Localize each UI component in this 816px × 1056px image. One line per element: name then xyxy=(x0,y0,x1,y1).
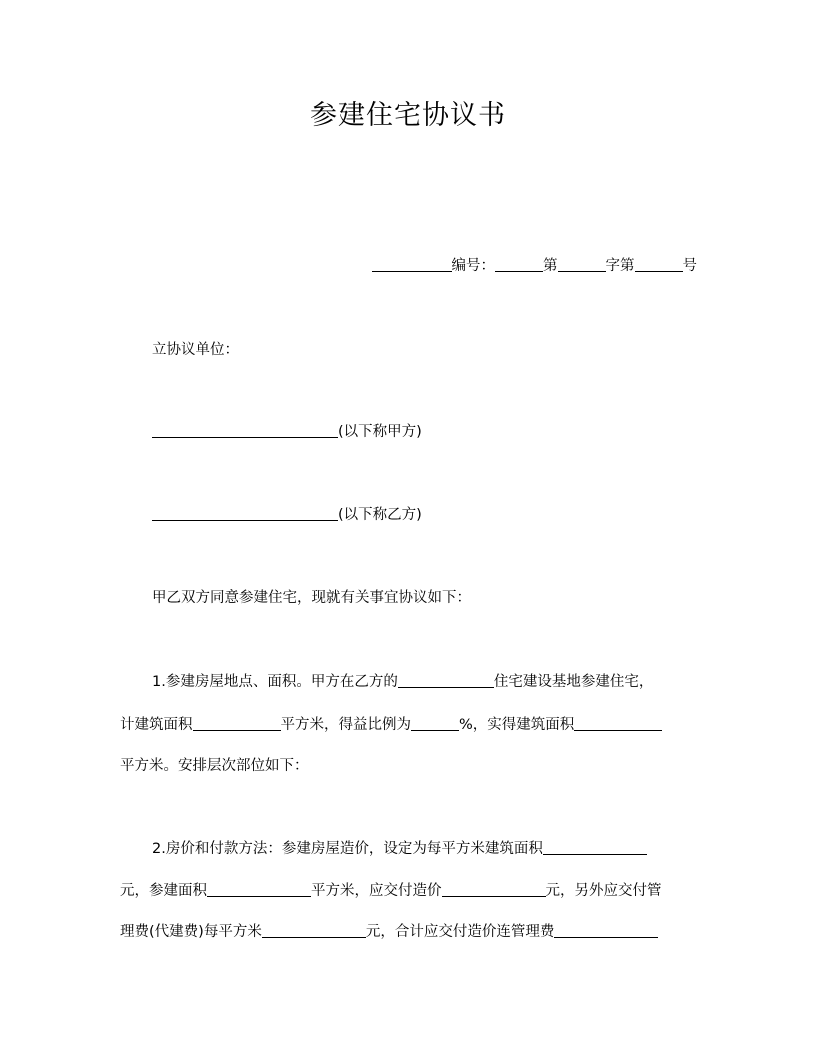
clause2-text: 2.房价和付款方法：参建房屋造价，设定为每平方米建筑面积 xyxy=(152,841,543,857)
party-b-suffix: (以下称乙方) xyxy=(338,507,422,523)
blank-field[interactable] xyxy=(543,838,647,855)
blank-field[interactable] xyxy=(262,921,366,938)
clause1-line3: 平方米。安排层次部位如下： xyxy=(120,758,309,774)
clause1-text: %，实得建筑面积 xyxy=(459,717,575,733)
blank-field[interactable] xyxy=(207,880,311,897)
party-a-blank[interactable] xyxy=(152,421,338,438)
document-number-line xyxy=(120,255,697,277)
clause1-text: 1.参建房屋地点、面积。甲方在乙方的 xyxy=(152,674,398,690)
clause2-line1 xyxy=(152,838,697,860)
clause2-text: 理费(代建费)每平方米 xyxy=(120,924,262,940)
clause2-text: 平方米，应交付造价 xyxy=(311,883,442,899)
parties-heading: 立协议单位： xyxy=(152,342,239,358)
clause2-line3 xyxy=(120,921,697,943)
clause2-text: 元，参建面积 xyxy=(120,883,207,899)
clause1-text: 住宅建设基地参建住宅， xyxy=(493,674,654,690)
party-a-suffix: (以下称甲方) xyxy=(338,424,422,440)
document-title: 参建住宅协议书 xyxy=(310,100,506,131)
blank-field[interactable] xyxy=(372,255,452,272)
blank-field[interactable] xyxy=(635,255,683,272)
blank-field[interactable] xyxy=(411,714,459,731)
clause1-line1 xyxy=(152,671,697,693)
blank-field[interactable] xyxy=(193,714,281,731)
clause2-line2 xyxy=(120,880,697,902)
intro-paragraph: 甲乙双方同意参建住宅，现就有关事宜协议如下： xyxy=(152,590,471,606)
party-b-line xyxy=(152,504,729,526)
clause2-text: 元，另外应交付管 xyxy=(545,883,662,899)
hao-label: 号 xyxy=(682,258,697,274)
clause1-line2 xyxy=(120,714,697,736)
blank-field[interactable] xyxy=(495,255,543,272)
blank-field[interactable] xyxy=(442,880,546,897)
party-b-blank[interactable] xyxy=(152,504,338,521)
blank-field[interactable] xyxy=(398,671,494,688)
party-a-line xyxy=(152,421,729,443)
blank-field[interactable] xyxy=(558,255,606,272)
blank-field[interactable] xyxy=(554,921,658,938)
blank-field[interactable] xyxy=(574,714,662,731)
number-label: 编号： xyxy=(451,258,495,274)
clause1-text: 平方米，得益比例为 xyxy=(280,717,411,733)
di-label: 第 xyxy=(543,258,558,274)
clause2-text: 元，合计应交付造价连管理费 xyxy=(365,924,555,940)
clause1-text: 计建筑面积 xyxy=(120,717,193,733)
zi-di-label: 字第 xyxy=(605,258,635,274)
